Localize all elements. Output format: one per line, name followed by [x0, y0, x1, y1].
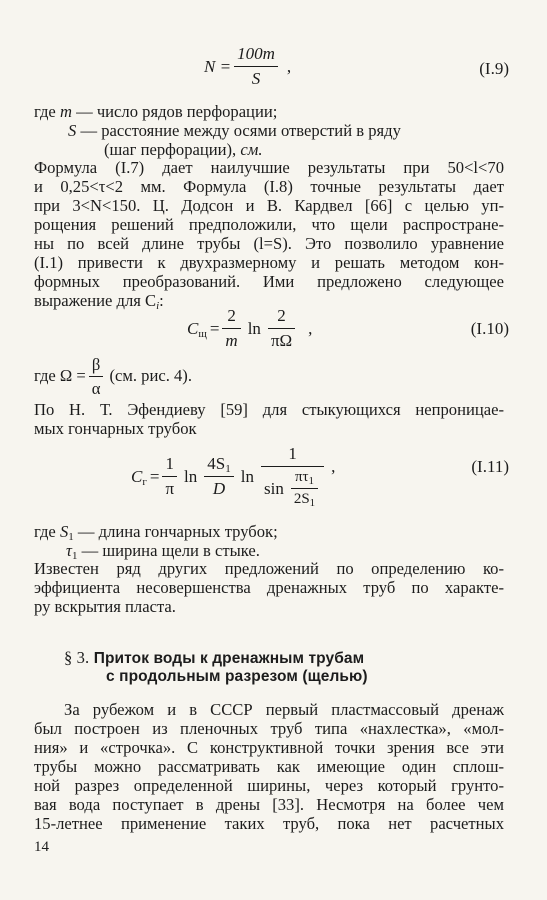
eq-1-9-lhs: N =	[204, 56, 232, 76]
omega-definition: где Ω = $\frac{\beta}{\alpha}$ (см. рис. 4).	[34, 355, 192, 399]
equation-1-11: $C_г$ = $\frac{1}{\pi}$ ln $\frac{4S_1}{D}$ ln 1 sin $\frac{\pi\tau_1}{2S_1}$ , (I.11)	[131, 444, 509, 509]
eq-1-11-lhs: $C_г$	[131, 466, 147, 488]
para1-line: (I.1) привести к двухразмерному и решать методом кон-	[34, 253, 504, 272]
eq-1-11-fraction-1: $\frac{1}{\pi}$	[162, 454, 177, 498]
para3-line: Известен ряд других предложений по определению ко-	[34, 559, 504, 578]
eq-1-11-inner-fraction: $\frac{\pi\tau_1}{2S_1}$	[291, 469, 318, 509]
page-number: 14	[34, 839, 49, 855]
eq-1-11-fraction-3: 1 sin $\frac{\pi\tau_1}{2S_1}$	[261, 444, 324, 508]
para4-line: трубы можно рассматривать как имеющие один сплош-	[34, 757, 504, 776]
para4-line: был построен из пленочных труб типа «нахлестка», «мол-	[34, 719, 504, 738]
para4-line: вая вода поступает в дрены [33]. Несмотря на более чем	[34, 795, 504, 814]
para1-line: формных преобразований. Ими предложено следующее	[34, 272, 504, 291]
section-heading-line1: Приток воды к дренажным трубам	[93, 650, 365, 667]
eq-1-9-comma: ,	[286, 56, 292, 76]
para2-line: мых гончарных трубок	[34, 419, 197, 438]
para4-line: За рубежом и в СССР первый пластмассовый дренаж	[64, 700, 504, 719]
para4-line: ния» и «строчка». С конструктивной точки зрения все эти	[34, 738, 504, 757]
eq-1-9-denominator: S	[251, 68, 261, 88]
eq-1-10-lhs: $C_щ$	[187, 318, 207, 340]
para1-line: ны по всей длине трубы (l=S). Это позволило уравнение	[34, 234, 504, 253]
equation-1-9	[0, 38, 547, 98]
eq-1-11-number: (I.11)	[471, 457, 509, 476]
where-s-cont-line: (шаг перфорации), см.	[104, 140, 263, 159]
eq-1-9-fraction	[234, 44, 278, 88]
where-s-line: S — расстояние между осями отверстий в ряду	[68, 121, 401, 140]
para3-line: ру вскрытия пласта.	[34, 597, 176, 616]
para1-line: и 0,25<τ<2 мм. Формула (I.8) точные результаты дает	[34, 177, 504, 196]
equation-1-10: $C_щ$ = $\frac{2}{m}$ ln $\frac{2}{\pi\Omega}$ , (I.10)	[187, 306, 509, 350]
para1-line: Формула (I.7) дает наилучшие результаты при 50<l<70	[34, 158, 504, 177]
where-m-line: где m — число рядов перфорации;	[34, 102, 278, 121]
section-heading-line2: с продольным разрезом (щелью)	[106, 668, 368, 685]
eq-1-10-number: (I.10)	[470, 319, 509, 338]
para3-line: эффициента несовершенства дренажных труб по характе-	[34, 578, 504, 597]
eq-1-9-number: (I.9)	[479, 59, 509, 78]
eq-1-10-fraction-2: $\frac{2}{\pi\Omega}$	[268, 306, 295, 350]
omega-fraction: $\frac{\beta}{\alpha}$	[89, 355, 104, 398]
section-heading: § 3. Приток воды к дренажным трубам	[64, 648, 365, 667]
para2-line: По Н. Т. Эфендиеву [59] для стыкующихся непроницае-	[34, 400, 504, 419]
para1-line: при 3<N<150. Ц. Додсон и В. Кардвел [66] с целью уп-	[34, 196, 504, 215]
eq-1-11-fraction-2: $\frac{4S_1}{D}$	[204, 454, 233, 498]
eq-1-10-fraction-1: $\frac{2}{m}$	[222, 306, 240, 350]
para1-last-line: выражение для $C_i$:	[34, 291, 164, 312]
para4-line: 15-летнее применение таких труб, пока нет расчетных	[34, 814, 504, 833]
where-s1-line: где $S_1$ — длина гончарных трубок;	[34, 522, 278, 543]
para1-line: рощения решений предположили, что щели распростране-	[34, 215, 504, 234]
eq-1-9-numerator: 100m	[237, 44, 275, 63]
para4-line: ной разрез определенной ширины, через который грунто-	[34, 776, 504, 795]
where-t1-line: $\tau_1$ — ширина щели в стыке.	[66, 541, 260, 562]
